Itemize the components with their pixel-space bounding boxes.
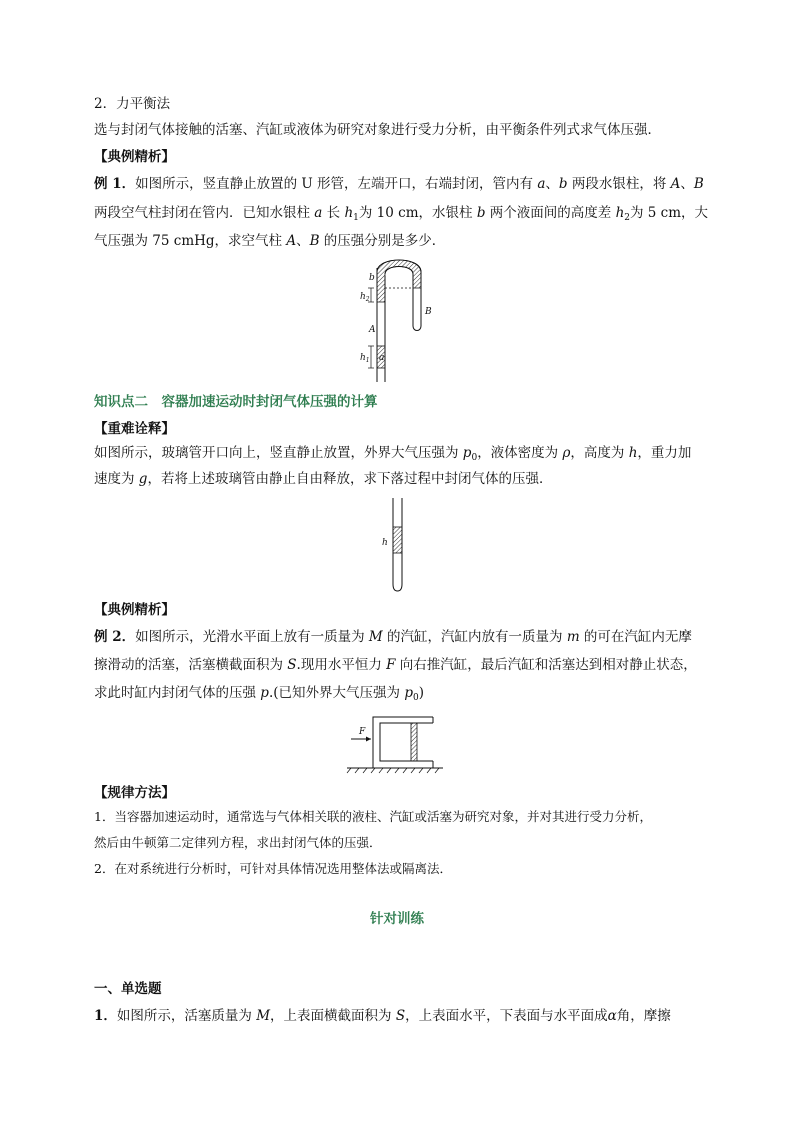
text: 长 xyxy=(322,205,345,221)
question-number: 1． xyxy=(94,1008,117,1024)
text: ，上表面水平，下表面与水平面成 xyxy=(405,1008,608,1024)
label-b: b xyxy=(369,273,375,283)
rule-line1: 1．当容器加速运动时，通常选与气体相关联的液柱、汽缸或活塞为研究对象，并对其进行受力分析， xyxy=(94,809,652,824)
example-analysis-label: 【典例精析】 xyxy=(94,149,175,165)
example2-line3 xyxy=(94,684,424,702)
text: 两段水银柱，将 xyxy=(567,176,671,192)
training-title: 针对训练 xyxy=(370,911,424,927)
var-p: p xyxy=(404,685,413,701)
text: .(已知外界大气压强为 xyxy=(268,685,405,701)
var-m: m xyxy=(566,629,580,645)
subscript: 0 xyxy=(471,453,478,463)
subscript: 1 xyxy=(353,213,359,223)
var-M: M xyxy=(368,629,383,645)
question1-line1 xyxy=(94,1007,671,1025)
text: 、 xyxy=(545,176,559,192)
var-M: M xyxy=(256,1008,271,1024)
text: 、 xyxy=(296,233,310,249)
text: 擦滑动的活塞，活塞横截面积为 xyxy=(94,657,288,673)
var-S: S xyxy=(395,1008,406,1024)
example1-prefix: 例 1． xyxy=(94,176,136,192)
label-h2 xyxy=(360,292,370,303)
h: h xyxy=(360,353,366,363)
var-rho: ρ xyxy=(562,445,571,461)
example2-line1 xyxy=(94,628,692,646)
var-h: h xyxy=(344,205,354,221)
var-p: p xyxy=(260,685,269,701)
test-tube-figure xyxy=(376,496,416,594)
key-difficulty-label: 【重难诠释】 xyxy=(94,421,175,437)
example2-line2 xyxy=(94,656,697,674)
example2-prefix: 例 2． xyxy=(94,629,136,645)
subscript: 2 xyxy=(624,213,630,223)
rule-line2: 然后由牛顿第二定律列方程，求出封闭气体的压强． xyxy=(94,835,382,850)
example1-line3 xyxy=(94,232,445,250)
text: 速度为 xyxy=(94,471,139,487)
force-balance-text: 选与封闭气体接触的活塞、汽缸或液体为研究对象进行受力分析，由平衡条件列式求气体压强． xyxy=(94,122,661,138)
kp2-line1 xyxy=(94,444,691,462)
var-b: b xyxy=(476,205,486,221)
var-B: B xyxy=(309,233,320,249)
var-alpha: α xyxy=(607,1008,617,1024)
label-A: A xyxy=(369,325,376,335)
text: 的可在汽缸内无摩 xyxy=(579,629,692,645)
section-heading-force-balance: 2．力平衡法 xyxy=(94,96,171,112)
rule-method-label: 【规律方法】 xyxy=(94,785,175,801)
text: 向右推汽缸，最后汽缸和活塞达到相对静止状态， xyxy=(395,657,697,673)
single-choice-heading: 一、单选题 xyxy=(94,981,162,997)
cylinder-figure xyxy=(345,710,445,774)
text: 、 xyxy=(680,176,694,192)
var-A: A xyxy=(286,233,297,249)
knowledge-point-2-title: 知识点二 容器加速运动时封闭气体压强的计算 xyxy=(94,394,378,410)
var-h: h xyxy=(628,445,638,461)
var-F: F xyxy=(386,657,396,673)
text: ，高度为 xyxy=(570,445,629,461)
text: ) xyxy=(418,685,424,701)
label-F: F xyxy=(359,727,366,737)
text: ，液体密度为 xyxy=(477,445,563,461)
text: 的压强分别是多少． xyxy=(319,233,446,249)
var-b: b xyxy=(558,176,568,192)
example-analysis-label-2: 【典例精析】 xyxy=(94,602,175,618)
var-a: a xyxy=(314,205,323,221)
text: 为 5 cm，大 xyxy=(630,205,709,221)
sub: 1 xyxy=(365,357,370,364)
var-a: a xyxy=(537,176,546,192)
var-g: g xyxy=(138,471,148,487)
h: h xyxy=(360,292,366,302)
text: 如图所示，活塞质量为 xyxy=(116,1008,257,1024)
var-h: h xyxy=(615,205,625,221)
text: 如图所示，光滑水平面上放有一质量为 xyxy=(135,629,369,645)
example1-line2 xyxy=(94,204,708,222)
text: .现用水平恒力 xyxy=(296,657,387,673)
text: 为 10 cm，水银柱 xyxy=(358,205,477,221)
var-S: S xyxy=(287,657,297,673)
text: ，重力加 xyxy=(637,445,692,461)
var-B: B xyxy=(693,176,704,192)
text: 如图所示，竖直静止放置的 U 形管，左端开口，右端封闭，管内有 xyxy=(135,176,538,192)
sub: 2 xyxy=(365,296,370,303)
text: ，若将上述玻璃管由静止自由释放，求下落过程中封闭气体的压强． xyxy=(147,471,553,487)
text: 角，摩擦 xyxy=(616,1008,671,1024)
kp2-line2 xyxy=(94,470,552,488)
text: 的汽缸，汽缸内放有一质量为 xyxy=(382,629,567,645)
label-h1 xyxy=(360,353,370,364)
text: 如图所示，玻璃管开口向上，竖直静止放置，外界大气压强为 xyxy=(94,445,463,461)
text: 气压强为 75 cmHg，求空气柱 xyxy=(94,233,287,249)
example1-line1 xyxy=(94,175,704,193)
subscript: 0 xyxy=(412,693,419,703)
text: 两个液面间的高度差 xyxy=(485,205,616,221)
text: 求此时缸内封闭气体的压强 xyxy=(94,685,261,701)
text: ，上表面横截面积为 xyxy=(270,1008,396,1024)
label-a: a xyxy=(379,353,385,363)
var-A: A xyxy=(670,176,681,192)
text: 两段空气柱封闭在管内．已知水银柱 xyxy=(94,205,315,221)
label-B: B xyxy=(425,307,432,317)
rule-line3: 2．在对系统进行分析时，可针对具体情况选用整体法或隔离法． xyxy=(94,861,452,876)
label-h: h xyxy=(382,538,388,548)
var-p: p xyxy=(462,445,472,461)
u-tube-figure xyxy=(355,258,445,384)
